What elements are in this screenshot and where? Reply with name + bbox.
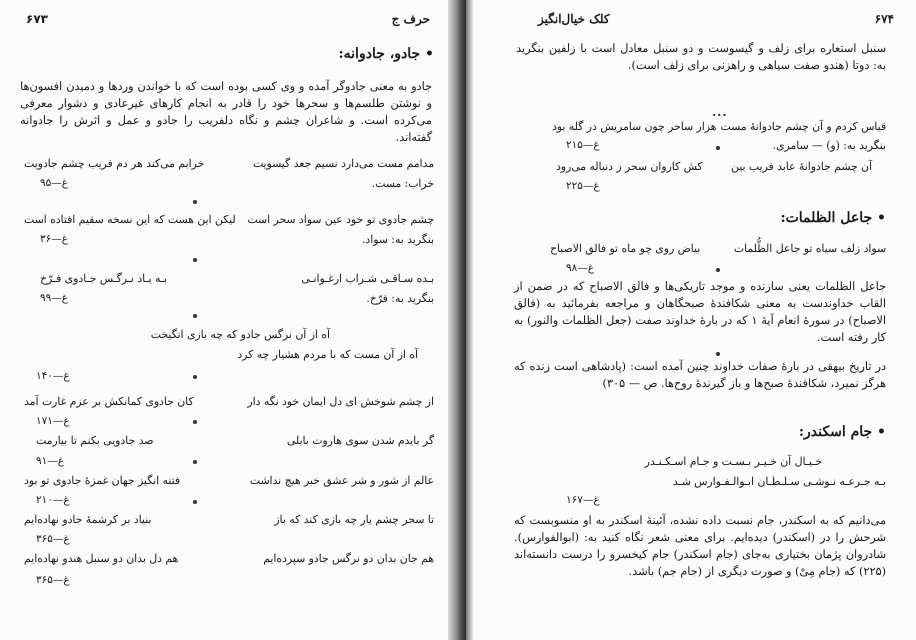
verse3-ref: غ—۹۹ (40, 292, 69, 304)
verse4-line1: آه از آن نرگس جادو که چه بازی انگیخت (150, 328, 330, 341)
right-page-number: ۶۷۴ (874, 12, 894, 26)
verse6-hemistich-left: صد جادویی بکنم تا بیارمت (36, 434, 154, 447)
r-verse4-line1: خـیـال آن خـیـر بـسـت و جـام اسـکـنـدر (644, 455, 822, 468)
right-page (466, 0, 916, 640)
verse3-hemistich-right: بـده سـاقـی شـراب ارغـوانـی (301, 272, 434, 285)
verse2-hemistich-right: چشم جادوی تو خود عین سواد سحر است (247, 213, 434, 226)
verse-separator-dot (716, 146, 720, 150)
para-beyhaqi: در تاریخ بیهقی در بارهٔ صفات خداوند چنین آمده است: (پادشاهی است زنده که هرگز نمیرد، شکافندهٔ صبح‌ها و باز گیرندهٔ روح‌ها. ص — ۳۰۵) (514, 360, 886, 390)
para-jam-explanation: می‌دانیم که به اسکندر، جام نسبت داده نشده، آئینهٔ اسکندر به او منسوبست که شرحش را در (اسکندر) دیده‌ایم. برای معنی شعر نگاه کنید به: (ابوالفوارس). شادروان پژمان بختیاری به‌جای (جام اسکندر) جام کیخسرو را درست دانسته‌اند (۲۲۵) که (جام مِیْ) و صورت دیگری از (جام جم) باشد. (514, 514, 886, 578)
verse4-line2: آه از آن مست که با مردم هشیار چه کرد (237, 348, 418, 361)
verse7-hemistich-right: عالم از شور و شر عشق خبر هیچ نداشت (249, 474, 434, 487)
para-jael-meaning: جاعل الظلمات یعنی سازنده و موجد تاریکی‌ها و فالق الاصباح که در ضمن از القاب خداوندست به معنی شکافندهٔ صبحگاهان و مراجعه بفرمائید به (فالق الاصباح) در سورهٔ انعام آیهٔ ۱ که در بارهٔ خداوند صفت (جعل الظلمات والنور) به کار رفته است. (514, 280, 886, 344)
verse7-hemistich-left: فتنه انگیز جهان غمزهٔ جادوی تو بود (24, 474, 181, 487)
verse1-ref: غ—۹۵ (40, 177, 69, 189)
verse-separator-dot (193, 258, 197, 262)
r-verse1-note: بنگرید به: (و) — سامری. (772, 139, 886, 152)
page-gutter-shade (466, 0, 474, 640)
r-verse1-ref: غ—۲۱۵ (566, 139, 600, 151)
r-verse1-hemistich-right: قیاس کردم و آن چشم جادوانهٔ مست (720, 120, 886, 133)
verse-separator-dot (716, 352, 720, 356)
verse2-hemistich-left: لیکن این هست که این نسخه سقیم افتاده است (24, 213, 236, 226)
ellipsis-marker: ... (712, 105, 728, 119)
verse9-ref: غ—۳۶۵ (36, 574, 70, 586)
right-header-title: کلک خیال‌انگیز (538, 12, 610, 26)
verse2-ref: غ—۳۶ (40, 233, 69, 245)
verse1-hemistich-left: خرابم می‌کند هر دم فریب چشم جادویت (24, 157, 205, 170)
r-verse4-line2: بـه جـرعـه نـوشـی سـلـطـان ابـوالـفـوارس شـد (672, 475, 886, 488)
verse-separator-dot (193, 420, 197, 424)
verse6-ref: غ—۹۱ (36, 455, 65, 467)
verse-separator-dot (193, 500, 197, 504)
verse3-note: بنگرید به: فرّخ. (366, 292, 434, 305)
r-verse3-hemistich-left: بیاض روی چو ماه تو فالق الاصباح (550, 242, 701, 255)
r-verse2-ref: غ—۲۲۵ (566, 180, 600, 192)
verse6-hemistich-right: گر بایدم شدن سوی هاروت بابلی (286, 434, 434, 447)
r-verse2-hemistich-left: کش کاروان سحر ز دنباله می‌رود (556, 160, 703, 173)
section-title-jadu: • جادو، جادوانه: (338, 46, 434, 62)
verse8-ref: غ—۳۶۵ (36, 533, 70, 545)
verse-separator-dot (193, 375, 197, 379)
book-spine (448, 0, 466, 640)
r-verse4-ref: غ—۱۶۷ (566, 494, 600, 506)
section-title-jael: • جاعل الظلمات: (780, 210, 886, 226)
r-verse1-hemistich-left: هزار ساحر چون سامریش در گله بود (552, 120, 717, 133)
left-page (0, 0, 448, 640)
top-paragraph: سنبل استعاره برای زلف و گیسوست و دو سنبل معادل است با زلفین بنگرید به: دوتا (هندو صفت سیاهی و راهزنی برای زلف است). (516, 42, 886, 72)
verse5-hemistich-left: کان جادوی کمانکش بر عزم غارت آمد (24, 395, 194, 408)
verse8-hemistich-left: بنیاد بر کرشمهٔ جادو نهاده‌ایم (24, 513, 152, 526)
left-page-number: ۶۷۳ (26, 12, 48, 26)
verse9-hemistich-left: هم دل بدان دو سنبل هندو نهاده‌ایم (24, 552, 179, 565)
r-verse3-hemistich-right: سواد زلف سیاه تو جاعل الظُّلمات (733, 242, 886, 255)
verse1-note: خراب: مست. (371, 177, 434, 190)
intro-paragraph: جادو به معنی جادوگر آمده و وی کسی بوده است که با خواندن وردها و دمیدن افسون‌ها و نوشتن طلسم‌ها و سحرها خود را قادر به انجام کارهای غیرعادی و دشوار معرفی می‌کرده است. و شاعران چشم و نگاه دلفریب را جادو و عمل و اثرش را جادوانه گفته‌اند. (20, 80, 432, 144)
verse3-hemistich-left: بـه یـاد نـرگـس جـادوی فـرّخ (40, 272, 167, 285)
verse-separator-dot (193, 314, 197, 318)
r-verse3-ref: غ—۹۸ (566, 262, 595, 274)
verse-separator-dot (193, 460, 197, 464)
left-header-title: حرف ج (391, 12, 430, 26)
verse7-ref: غ—۲۱۰ (36, 494, 70, 506)
verse5-hemistich-right: از چشم شوخش ای دل ایمان خود نگه دار (247, 395, 434, 408)
verse9-hemistich-right: هم جان بدان دو نرگس جادو سپرده‌ایم (263, 552, 434, 565)
verse-separator-dot (716, 268, 720, 272)
verse8-hemistich-right: تا سحر چشم یار چه بازی کند که باز (274, 513, 434, 526)
r-verse2-hemistich-right: آن چشم جادوانهٔ عابد فریب بین (731, 160, 872, 173)
verse2-note: بنگرید به: سواد. (361, 233, 434, 246)
verse1-hemistich-right: مدامم مست می‌دارد نسیم جعد گیسویت (252, 157, 434, 170)
section-title-jam-eskandar: • جام اسکندر: (798, 424, 886, 440)
verse5-ref: غ—۱۷۱ (36, 415, 70, 427)
verse-separator-dot (193, 200, 197, 204)
verse4-ref: غ—۱۴۰ (36, 370, 70, 382)
